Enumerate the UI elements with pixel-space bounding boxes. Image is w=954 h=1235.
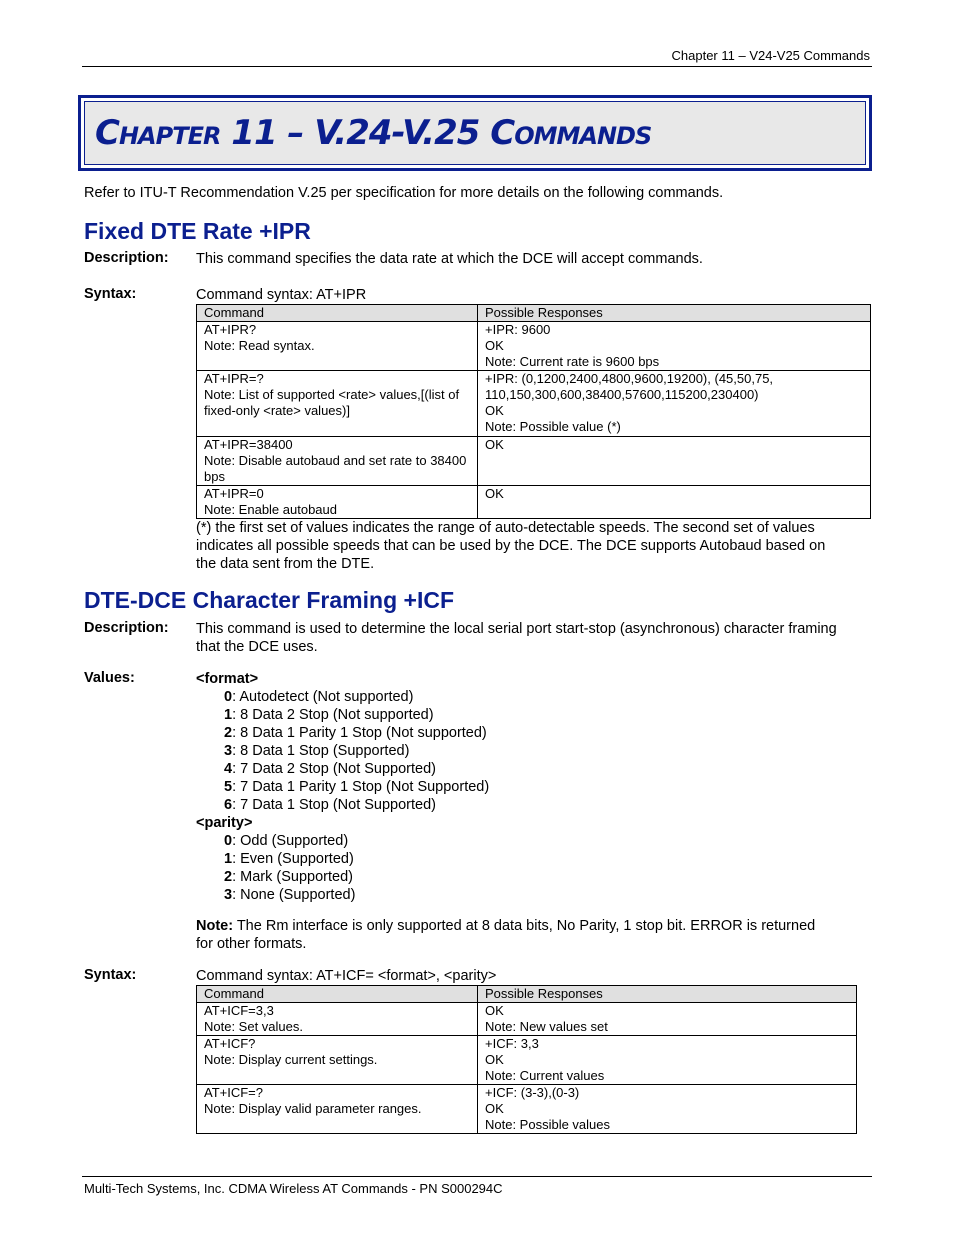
icf-note: [196, 917, 816, 953]
ipr-syntax: Command syntax: AT+IPR: [196, 287, 367, 303]
value-item: [196, 742, 489, 760]
cell-line: AT+ICF=3,3: [204, 1003, 274, 1018]
value-number: 2: [224, 869, 233, 885]
value-text: : Mark (Supported): [232, 869, 353, 885]
value-number: 1: [224, 707, 233, 723]
value-number: 2: [224, 725, 233, 741]
icf-values-label: Values:: [84, 670, 135, 686]
column-header-command: Command: [197, 986, 478, 1003]
cell-line: Note: Disable autobaud and set rate to 38400 bps: [204, 453, 467, 484]
cell-line: +IPR: (0,1200,2400,4800,9600,19200), (45,50,75, 110,150,300,600,38400,57600,115200,230400): [485, 371, 774, 402]
cell-line: Note: Read syntax.: [204, 338, 315, 353]
value-number: 0: [224, 833, 233, 849]
table-row: [197, 1036, 857, 1085]
column-header-command: Command: [197, 305, 478, 322]
icf-description-label: Description:: [84, 620, 169, 636]
command-cell: [197, 322, 478, 371]
value-number: 5: [224, 779, 233, 795]
value-item: [196, 868, 489, 886]
cell-line: Note: Display current settings.: [204, 1052, 378, 1067]
cell-line: OK: [485, 1003, 504, 1018]
value-item: [196, 724, 489, 742]
value-item: [196, 706, 489, 724]
value-text: : None (Supported): [232, 887, 356, 903]
intro-text: Refer to ITU-T Recommendation V.25 per specification for more details on the following commands.: [84, 185, 724, 201]
value-text: : 7 Data 2 Stop (Not Supported): [232, 761, 436, 777]
cell-line: AT+ICF?: [204, 1036, 256, 1051]
cell-line: Note: Current rate is 9600 bps: [485, 354, 660, 369]
value-text: : Odd (Supported): [232, 833, 349, 849]
icf-note-label: Note:: [196, 918, 234, 934]
footer-rule: [82, 1176, 872, 1177]
icf-note-text: The Rm interface is only supported at 8 data bits, No Parity, 1 stop bit. ERROR is returned for other formats.: [196, 918, 816, 952]
command-cell: [197, 1036, 478, 1085]
cell-line: Note: New values set: [485, 1019, 608, 1034]
value-text: : Even (Supported): [232, 851, 354, 867]
command-cell: [197, 486, 478, 519]
cell-line: Note: Current values: [485, 1068, 605, 1083]
value-item: [196, 832, 489, 850]
table-row: [197, 486, 871, 519]
value-number: 6: [224, 797, 233, 813]
icf-syntax: Command syntax: AT+ICF= <format>, <parity>: [196, 968, 497, 984]
cell-line: OK: [485, 1101, 504, 1116]
table-row: [197, 437, 871, 486]
ipr-description-label: Description:: [84, 250, 169, 266]
cell-line: AT+IPR=38400: [204, 437, 293, 452]
value-text: : 7 Data 1 Parity 1 Stop (Not Supported): [232, 779, 490, 795]
command-cell: [197, 437, 478, 486]
value-text: : 8 Data 2 Stop (Not supported): [232, 707, 434, 723]
table-header-row: [197, 305, 871, 322]
command-cell: [197, 1085, 478, 1134]
table-row: [197, 1085, 857, 1134]
command-cell: [197, 371, 478, 437]
responses-cell: [478, 1003, 857, 1036]
value-number: 3: [224, 743, 233, 759]
value-text: : 8 Data 1 Stop (Supported): [232, 743, 410, 759]
value-item: [196, 886, 489, 904]
responses-cell: [478, 1085, 857, 1134]
value-number: 4: [224, 761, 233, 777]
icf-description: This command is used to determine the local serial port start-stop (asynchronous) character framing that the DCE uses.: [196, 621, 837, 655]
ipr-command-table: [196, 304, 871, 519]
cell-line: +ICF: (3-3),(0-3): [485, 1085, 580, 1100]
header-rule: [82, 66, 872, 67]
value-item: [196, 796, 489, 814]
cell-line: Note: Set values.: [204, 1019, 303, 1034]
icf-heading: DTE-DCE Character Framing +ICF: [84, 587, 454, 613]
cell-line: OK: [485, 1052, 504, 1067]
value-item: [196, 688, 489, 706]
column-header-responses: Possible Responses: [478, 305, 871, 322]
ipr-footnote: (*) the first set of values indicates the range of auto-detectable speeds. The second set of values indicates all possible speeds that can be used by the DCE. The DCE supports Autobaud based on the data sent from the DTE.: [196, 520, 826, 572]
value-item: [196, 778, 489, 796]
footer-text: Multi-Tech Systems, Inc. CDMA Wireless AT Commands - PN S000294C: [84, 1181, 503, 1196]
value-number: 0: [224, 689, 233, 705]
cell-line: AT+IPR=?: [204, 371, 264, 386]
cell-line: +ICF: 3,3: [485, 1036, 539, 1051]
ipr-syntax-label: Syntax:: [84, 286, 137, 302]
format-title: <format>: [196, 671, 259, 687]
cell-line: Note: Display valid parameter ranges.: [204, 1101, 422, 1116]
icf-syntax-label: Syntax:: [84, 967, 137, 983]
column-header-responses: Possible Responses: [478, 986, 857, 1003]
ipr-description: This command specifies the data rate at which the DCE will accept commands.: [196, 251, 703, 267]
responses-cell: [478, 486, 871, 519]
cell-line: AT+IPR=0: [204, 486, 264, 501]
value-item: [196, 850, 489, 868]
icf-values-block: [196, 670, 489, 904]
responses-cell: [478, 437, 871, 486]
value-number: 3: [224, 887, 233, 903]
value-number: 1: [224, 851, 233, 867]
table-row: [197, 371, 871, 437]
command-cell: [197, 1003, 478, 1036]
responses-cell: [478, 322, 871, 371]
cell-line: OK: [485, 338, 504, 353]
ipr-heading: Fixed DTE Rate +IPR: [84, 218, 311, 244]
cell-line: Note: Possible values: [485, 1117, 611, 1132]
chapter-title-box: [78, 95, 872, 171]
table-row: [197, 322, 871, 371]
cell-line: OK: [485, 403, 504, 418]
value-text: : 7 Data 1 Stop (Not Supported): [232, 797, 436, 813]
table-row: [197, 1003, 857, 1036]
chapter-title: Chapter 11 – V.24-V.25 Commands: [95, 113, 652, 153]
responses-cell: [478, 371, 871, 437]
value-text: : 8 Data 1 Parity 1 Stop (Not supported): [232, 725, 487, 741]
cell-line: OK: [485, 486, 504, 501]
cell-line: +IPR: 9600: [485, 322, 551, 337]
cell-line: AT+ICF=?: [204, 1085, 264, 1100]
value-text: : Autodetect (Not supported): [232, 689, 414, 705]
icf-command-table: [196, 985, 857, 1134]
cell-line: AT+IPR?: [204, 322, 257, 337]
cell-line: Note: Possible value (*): [485, 419, 621, 434]
parity-values-list: [196, 832, 489, 904]
format-values-list: [196, 688, 489, 814]
value-item: [196, 760, 489, 778]
table-header-row: [197, 986, 857, 1003]
responses-cell: [478, 1036, 857, 1085]
cell-line: OK: [485, 437, 504, 452]
parity-title: <parity>: [196, 815, 253, 831]
running-header: Chapter 11 – V24-V25 Commands: [671, 48, 870, 63]
chapter-title-inner: [84, 101, 866, 165]
cell-line: Note: Enable autobaud: [204, 502, 337, 517]
cell-line: Note: List of supported <rate> values,[(list of fixed-only <rate> values)]: [204, 387, 460, 418]
